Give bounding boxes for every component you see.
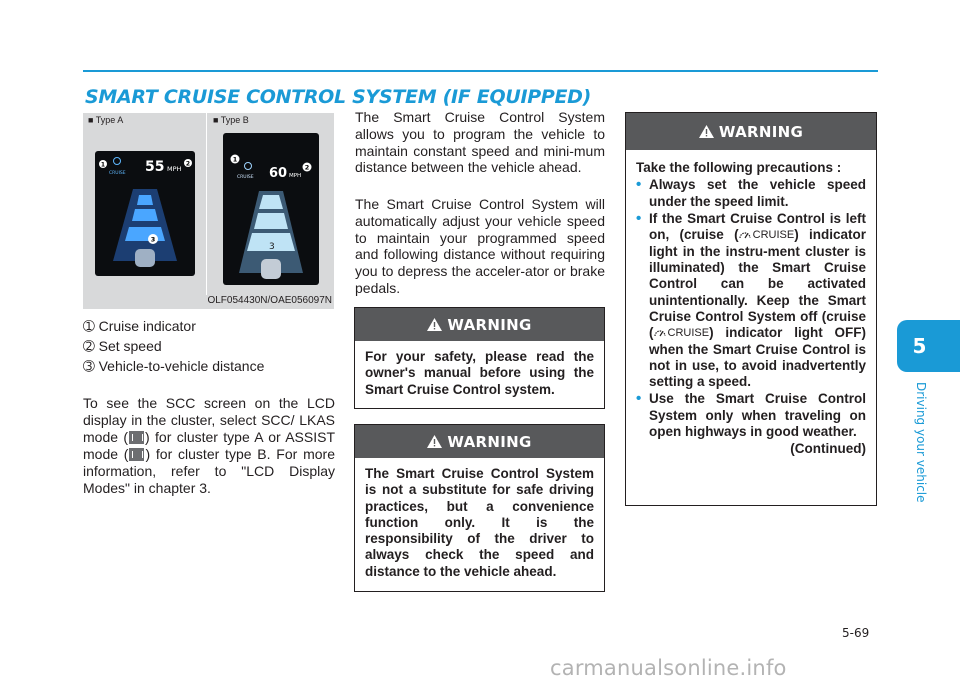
section-title: SMART CRUISE CONTROL SYSTEM (IF EQUIPPED) [85,86,592,108]
paragraph-text: ) for cluster type B. For more information, refer to "LCD Display Modes" in chapter 3. [83,446,335,497]
warning-triangle-icon [427,435,442,448]
warning-box [354,424,605,592]
callout-badge-3-text: 3 [150,235,156,244]
top-rule [83,70,878,72]
warning-triangle-icon [427,318,442,331]
warning-body [626,150,876,458]
precaution-item: • Always set the vehicle speed under the speed limit. [636,177,866,210]
precaution-text: If the Smart Cruise Control is left on, (cruise ( [649,210,866,243]
watermark-text: carmanualsonline.info [550,656,787,680]
callout-item: ➁ Set speed [83,338,162,354]
own-vehicle-icon [135,249,155,267]
callout-badge-2-text: 2 [304,163,310,172]
page-number: 5-69 [842,626,870,640]
callout-list [83,316,335,376]
assist-mode-icon [129,448,144,461]
scc-lkas-mode-icon [129,431,144,444]
warning-box [625,112,877,506]
own-vehicle-icon [261,259,281,279]
cruise-chip-text: CRUISE [752,229,795,242]
warning-header [355,308,604,341]
precaution-list [636,177,866,440]
set-speed-unit: MPH [289,173,302,179]
warning-body: For your safety, please read the owner's manual before using the Smart Cruise Control system. [365,349,594,397]
callout-badge-2-text: 2 [185,160,191,168]
paragraph-text: ) for cluster type A or ASSIST mode ( [83,429,336,463]
callout-item: ➀ Cruise indicator [83,318,196,334]
chapter-label: Driving your vehicle [914,382,928,503]
chapter-tab[interactable] [897,320,960,372]
warning-title: WARNING [718,122,804,141]
scc-intro-paragraph: The Smart Cruise Control System allows you to program the vehicle to maintain constant speed and mini-mum distance between the vehicle ahead. [355,109,605,176]
figure-divider [206,113,207,295]
set-speed-value: 60 [269,166,288,181]
cluster-display-type-a [95,151,195,276]
precaution-text: ) indicator light in the instru-ment cluster is illuminated) the Smart Cruise Control can be activated unintentionally. Keep the Smart Cruise Control System off (cruise ( [649,227,866,341]
callout-badge-3-text: 3 [269,242,275,252]
warning-intro: Take the following precautions : [636,160,842,175]
warning-header [626,113,876,150]
chapter-number: 5 [912,334,927,358]
cluster-display-type-b [223,133,319,285]
lcd-mode-paragraph [83,395,335,498]
warning-title: WARNING [447,432,532,451]
precaution-text: ) indicator light OFF) when the Smart Cruise Control is not in use, to avoid inadvertently setting a speed. [649,325,866,390]
cruise-indicator-icon [654,325,710,341]
warning-triangle-icon [699,125,714,138]
continued-label: (Continued) [790,441,866,457]
warning-title: WARNING [447,315,532,334]
warning-body: The Smart Cruise Control System is not a substitute for safe driving practices, but a convenience function only. It is the responsibility of the driver to always check the speed and distance to the vehicle ahead. [365,466,594,579]
callout-badge-1-text: 1 [232,155,238,164]
set-speed-value: 55 [145,159,165,175]
warning-box [354,307,605,409]
cruise-indicator-text: CRUISE [237,175,254,180]
precaution-item: • Use the Smart Cruise Control System only when traveling on open highways in good weather. [636,391,866,440]
cruise-indicator-icon [739,227,795,243]
warning-header [355,425,604,458]
figure-type-b-label: ■ Type B [213,115,249,125]
set-speed-unit: MPH [167,165,182,173]
precaution-item [636,211,866,391]
paragraph-text: To see the SCC screen on the LCD display in the cluster, select SCC/ LKAS mode ( [83,395,335,446]
cruise-indicator-text: CRUISE [109,171,126,176]
figure-type-a-label: ■ Type A [88,115,124,125]
figure-caption: OLF054430N/OAE056097N [207,295,332,306]
callout-badge-1-text: 1 [100,161,106,169]
cluster-figure [83,113,334,309]
scc-function-paragraph: The Smart Cruise Control System will automatically adjust your vehicle speed to maintain your programmed speed and following distance without requiring you to depress the acceler-ator or brake pedals. [355,196,605,296]
cruise-chip-text: CRUISE [667,327,710,340]
callout-item: ➂ Vehicle-to-vehicle distance [83,358,265,374]
